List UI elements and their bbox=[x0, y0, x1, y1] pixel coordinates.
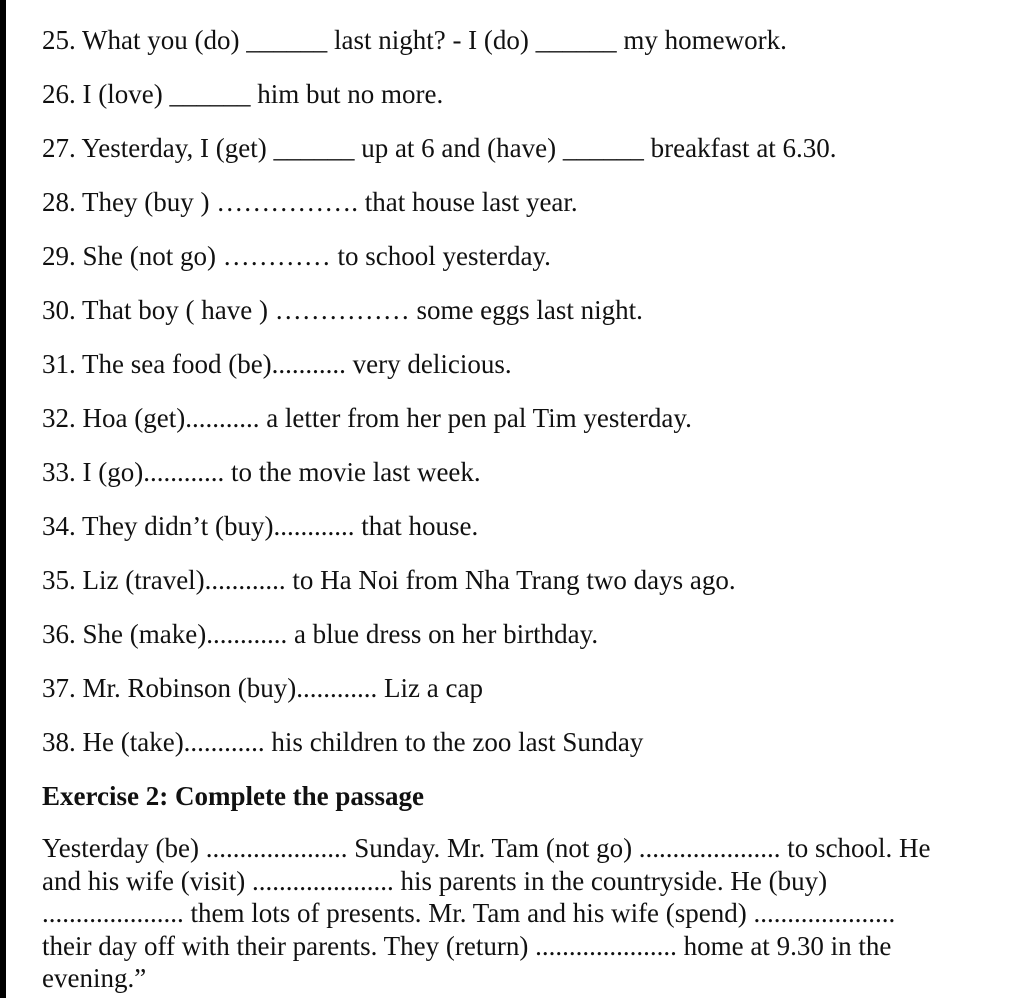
question-35: 35. Liz (travel)............ to Ha Noi from Nha Trang two days ago. bbox=[42, 565, 736, 595]
question-32: 32. Hoa (get)........... a letter from her pen pal Tim yesterday. bbox=[42, 403, 692, 433]
question-30: 30. That boy ( have ) …………… some eggs last night. bbox=[42, 295, 643, 325]
question-25: 25. What you (do) ______ last night? - I (do) ______ my homework. bbox=[42, 25, 787, 55]
question-29: 29. She (not go) ………… to school yesterday. bbox=[42, 241, 551, 271]
passage-line: their day off with their parents. They (return) ..................... home at 9.30 in the bbox=[42, 930, 892, 961]
passage-line: ..................... them lots of presents. Mr. Tam and his wife (spend) ..................... bbox=[42, 898, 896, 928]
question-28: 28. They (buy ) ……………. that house last year. bbox=[42, 187, 578, 217]
question-26: 26. I (love) ______ him but no more. bbox=[42, 79, 444, 109]
question-33: 33. I (go)............ to the movie last week. bbox=[42, 457, 481, 487]
question-27: 27. Yesterday, I (get) ______ up at 6 and (have) ______ breakfast at 6.30. bbox=[42, 133, 837, 163]
question-38: 38. He (take)............ his children to the zoo last Sunday bbox=[42, 727, 644, 757]
passage-line: and his wife (visit) ..................... his parents in the countryside. He (buy) bbox=[42, 865, 828, 896]
question-36: 36. She (make)............ a blue dress on her birthday. bbox=[42, 619, 599, 649]
exercise-2-title: Exercise 2: Complete the passage bbox=[42, 781, 424, 811]
worksheet bbox=[42, 22, 1024, 995]
question-31: 31. The sea food (be)........... very delicious. bbox=[42, 349, 512, 379]
passage-line: evening.” bbox=[42, 963, 147, 993]
passage-line: Yesterday (be) ..................... Sunday. Mr. Tam (not go) ..................... to school. He bbox=[42, 833, 931, 863]
question-37: 37. Mr. Robinson (buy)............ Liz a cap bbox=[42, 673, 483, 703]
exercise-2-passage bbox=[42, 832, 1024, 995]
page-left-border bbox=[0, 0, 6, 998]
question-34: 34. They didn’t (buy)............ that house. bbox=[42, 511, 479, 541]
